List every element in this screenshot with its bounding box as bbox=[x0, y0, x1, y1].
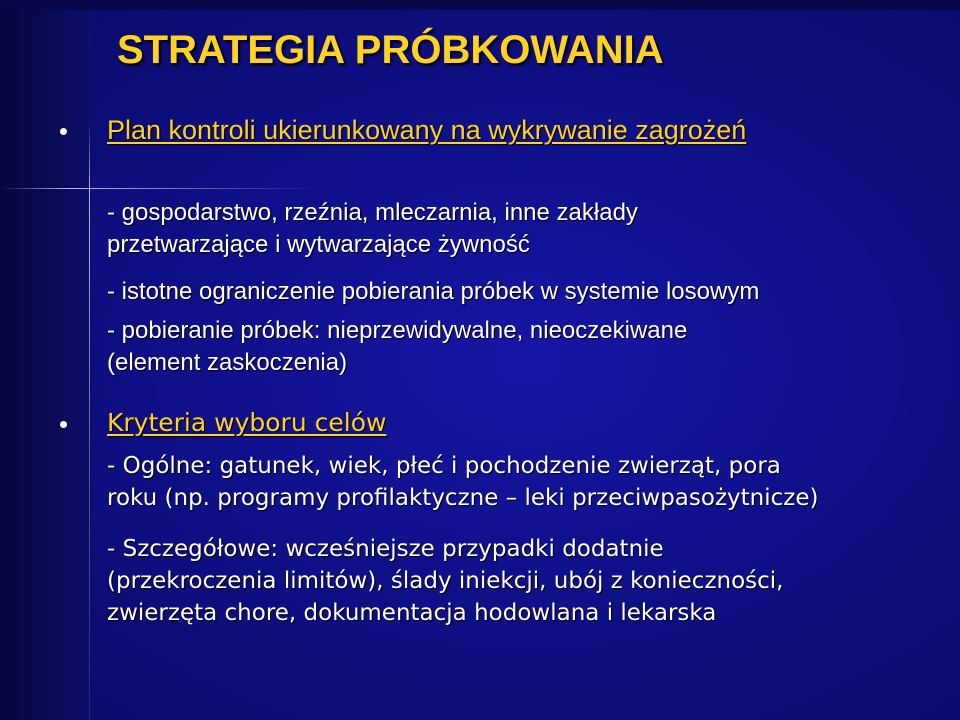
list-item: - istotne ograniczenie pobierania próbek w systemie losowym bbox=[107, 278, 760, 305]
section-heading-plan: Plan kontroli ukierunkowany na wykrywanie zagrożeń bbox=[107, 115, 747, 145]
list-item: - pobieranie próbek: nieprzewidywalne, nieoczekiwane (element zaskoczenia) bbox=[107, 317, 688, 376]
bullet-icon bbox=[60, 421, 67, 428]
list-item: - gospodarstwo, rzeźnia, mleczarnia, inne zakłady przetwarzające i wytwarzające żywność bbox=[107, 199, 638, 258]
left-decor-band bbox=[0, 0, 92, 720]
top-decor-band bbox=[0, 0, 960, 10]
decor-line-vertical bbox=[89, 120, 90, 720]
bullet-icon bbox=[60, 128, 67, 135]
decor-line-horizontal bbox=[0, 188, 320, 189]
slide-title: STRATEGIA PRÓBKOWANIA bbox=[117, 28, 664, 72]
list-item: - Ogólne: gatunek, wiek, płeć i pochodzenie zwierząt, pora roku (np. programy profilaktyczne – leki przeciwpasożytnicze) bbox=[107, 453, 819, 511]
section-heading-criteria: Kryteria wyboru celów bbox=[107, 408, 387, 437]
list-item: - Szczegółowe: wcześniejsze przypadki dodatnie (przekroczenia limitów), ślady iniekcji, ubój z konieczności, zwierzęta chore, dokumentacja hodowlana i lekarska bbox=[107, 536, 784, 626]
